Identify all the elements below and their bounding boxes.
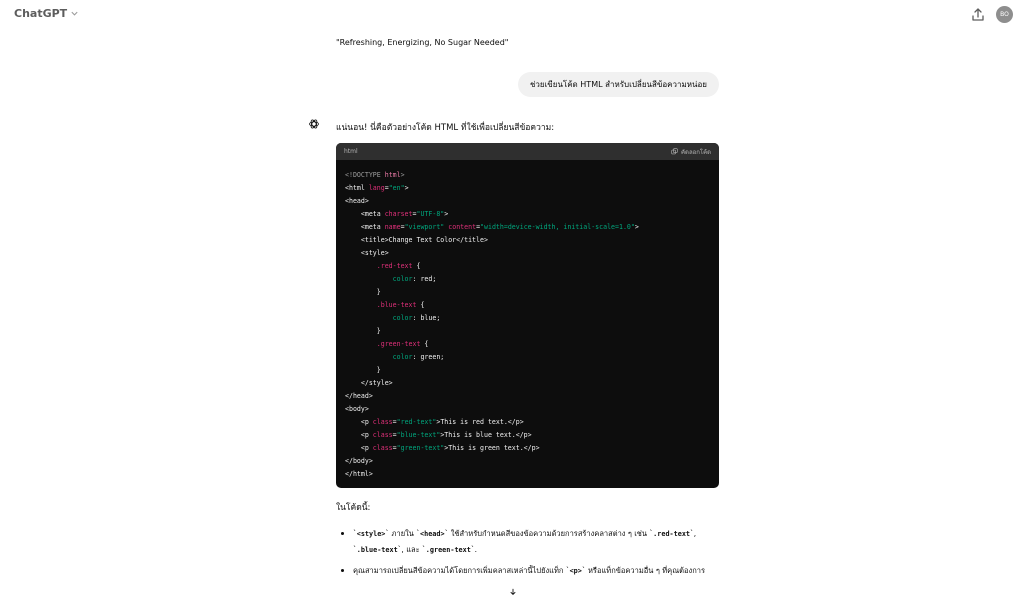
list-item xyxy=(336,563,719,579)
code-line: <p class="blue-text">This is blue text.</p> xyxy=(345,431,532,439)
avatar-initials: BO xyxy=(1000,11,1009,18)
bullet-text: ` หรือแท็กข้อความอื่น ๆ ที่คุณต้องการ xyxy=(581,566,705,575)
code-line: .green-text { xyxy=(376,340,429,348)
scroll-down-button[interactable] xyxy=(506,585,519,598)
code-line: <!DOCTYPE html> xyxy=(345,171,405,179)
code-line: color: green; xyxy=(392,353,445,361)
code-line: color: blue; xyxy=(392,314,441,322)
code-line: .red-text { xyxy=(376,262,421,270)
app-title: ChatGPT xyxy=(14,7,68,20)
bullet-text: `, ` xyxy=(353,529,697,554)
bullet-text: ` xyxy=(353,529,357,538)
code-line: <meta charset="UTF-8"> xyxy=(345,210,449,218)
previous-message-tail: "Refreshing, Energizing, No Sugar Needed" xyxy=(336,38,509,47)
share-icon[interactable] xyxy=(969,6,987,24)
code-line: } xyxy=(345,366,381,374)
code-line: <meta name="viewport" content="width=device-width, initial-scale=1.0"> xyxy=(345,223,639,231)
code-line: <html lang="en"> xyxy=(345,184,409,192)
code-line: <body> xyxy=(345,405,369,413)
code-content xyxy=(336,160,719,481)
bullet-text: `, และ ` xyxy=(397,545,426,554)
assistant-intro: แน่นอน! นี่คือตัวอย่างโค้ด HTML ที่ใช้เพื่อเปลี่ยนสีข้อความ: xyxy=(336,123,555,133)
chevron-down-icon xyxy=(70,9,79,18)
code-line: <p class="green-text">This is green text.</p> xyxy=(345,444,540,452)
code-line: } xyxy=(345,327,381,335)
explanation-heading: ในโค้ดนี้: xyxy=(336,503,371,513)
inline-code: <head> xyxy=(420,530,445,538)
bullet-text: ` ใช้สำหรับกำหนดสีของข้อความด้วยการสร้างคลาสต่าง ๆ เช่น ` xyxy=(444,529,654,538)
code-line: </style> xyxy=(345,379,393,387)
inline-code: <style> xyxy=(356,530,386,538)
code-line: <p class="red-text">This is red text.</p> xyxy=(345,418,524,426)
code-language: html xyxy=(344,148,358,155)
bullet-text: `. xyxy=(470,545,477,554)
inline-code: <p> xyxy=(569,567,582,575)
list-item xyxy=(336,526,719,558)
code-block-header xyxy=(336,143,719,160)
explanation-list xyxy=(336,526,719,584)
openai-logo-icon xyxy=(308,118,320,130)
code-line: color: red; xyxy=(392,275,437,283)
copy-icon xyxy=(671,148,678,155)
arrow-down-icon xyxy=(509,588,517,596)
code-line: } xyxy=(345,288,381,296)
copy-code-label: คัดลอกโค้ด xyxy=(681,148,711,156)
bullet-text: ` ภายใน ` xyxy=(385,529,421,538)
code-line: <head> xyxy=(345,197,369,205)
user-message: ช่วยเขียนโค้ด HTML สำหรับเปลี่ยนสีข้อความหน่อย xyxy=(518,72,719,97)
code-line: <title>Change Text Color</title> xyxy=(345,236,488,244)
code-line: </body> xyxy=(345,457,373,465)
model-selector[interactable] xyxy=(14,7,79,20)
code-block xyxy=(336,143,719,488)
inline-code: .red-text xyxy=(653,530,691,538)
top-bar xyxy=(0,0,1024,30)
bullet-text: คุณสามารถเปลี่ยนสีข้อความได้โดยการเพิ่มคลาสเหล่านี้ไปยังแท็ก ` xyxy=(353,566,570,575)
code-line: </html> xyxy=(345,470,373,478)
inline-code: .green-text xyxy=(425,546,471,554)
inline-code: .blue-text xyxy=(356,546,398,554)
code-line: <style> xyxy=(345,249,389,257)
code-line: </head> xyxy=(345,392,373,400)
copy-code-button[interactable] xyxy=(671,147,711,157)
avatar[interactable] xyxy=(996,6,1013,23)
code-line: .blue-text { xyxy=(376,301,425,309)
